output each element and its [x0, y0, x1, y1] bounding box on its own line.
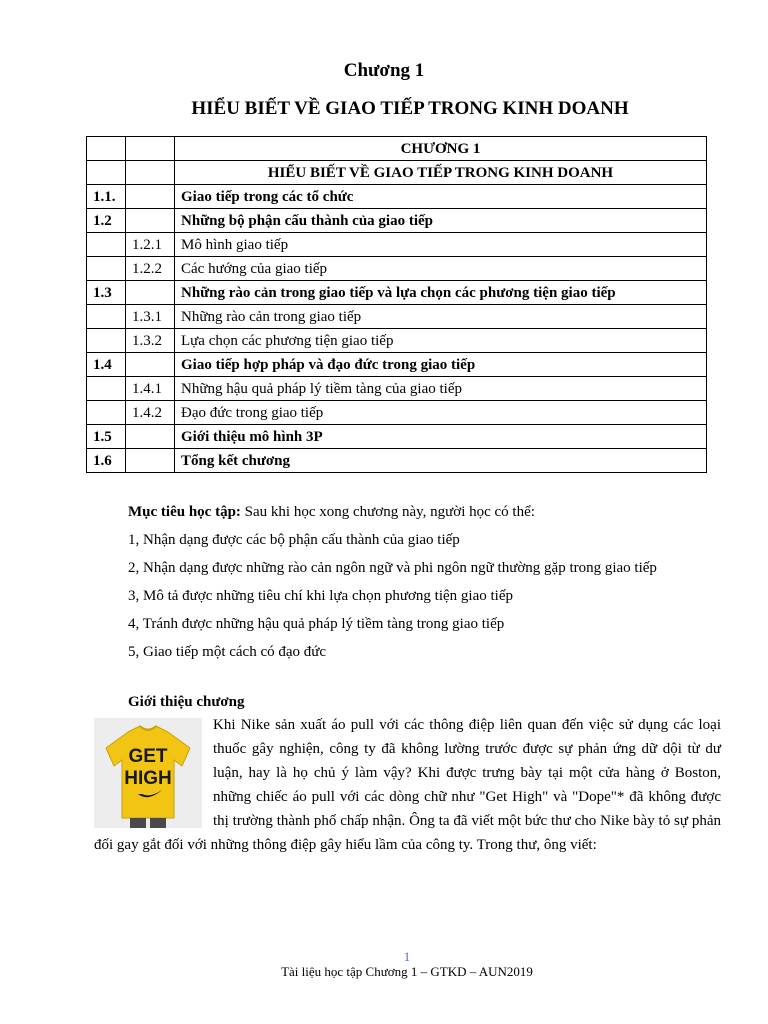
toc-entry-text: Giới thiệu mô hình 3P: [175, 425, 707, 449]
toc-section-number: [87, 233, 126, 257]
toc-section-number: [87, 329, 126, 353]
toc-section-number: 1.1.: [87, 185, 126, 209]
toc-subsection-number: [126, 353, 175, 377]
page-title: HIỂU BIẾT VỀ GIAO TIẾP TRONG KINH DOANH: [191, 98, 629, 119]
objectives-lead: [128, 503, 728, 522]
toc-row: [87, 305, 707, 329]
toc-section-number: [87, 377, 126, 401]
page-number: 1: [403, 949, 411, 964]
toc-row: [87, 329, 707, 353]
toc-row: [87, 281, 707, 305]
toc-row: [87, 185, 707, 209]
toc-row: [87, 425, 707, 449]
objective-item: 2, Nhận dạng được những rào cản ngôn ngữ và phi ngôn ngữ thường gặp trong giao tiếp: [128, 560, 657, 576]
toc-subsection-number: [126, 425, 175, 449]
objective-item: 4, Tránh được những hậu quả pháp lý tiềm tàng trong giao tiếp: [128, 616, 505, 632]
toc-entry-text: Các hướng của giao tiếp: [175, 257, 707, 281]
toc-entry-text: Những bộ phận cấu thành của giao tiếp: [175, 209, 707, 233]
learning-objectives: [128, 503, 728, 671]
intro-heading: Giới thiệu chương: [128, 694, 245, 710]
toc-section-number: 1.2: [87, 209, 126, 233]
toc-entry-text: Những rào cản trong giao tiếp và lựa chọn các phương tiện giao tiếp: [175, 281, 707, 305]
toc-entry-text: Giao tiếp trong các tổ chức: [175, 185, 707, 209]
objective-item: 3, Mô tả được những tiêu chí khi lựa chọn phương tiện giao tiếp: [128, 588, 513, 604]
toc-row: [87, 401, 707, 425]
chapter-heading: Chương 1: [343, 60, 425, 81]
toc-subsection-number: 1.2.2: [126, 257, 175, 281]
toc-subsection-number: [126, 449, 175, 473]
shirt-text-line2: HIGH: [124, 768, 172, 789]
shirt-text-line1: GET: [128, 746, 168, 767]
toc-section-number: [87, 305, 126, 329]
toc-subsection-number: 1.3.1: [126, 305, 175, 329]
toc-subsection-number: [126, 281, 175, 305]
toc-subsection-number: [126, 209, 175, 233]
objectives-lead-text: Sau khi học xong chương này, người học có thể:: [240, 504, 535, 520]
toc-title-row: [87, 161, 707, 185]
footer-text: Tài liệu học tập Chương 1 – GTKD – AUN2019: [281, 964, 533, 979]
toc-section-number: 1.4: [87, 353, 126, 377]
toc-row: [87, 209, 707, 233]
toc-row: [87, 353, 707, 377]
toc-section-number: [87, 257, 126, 281]
toc-entry-text: Lựa chọn các phương tiện giao tiếp: [175, 329, 707, 353]
toc-subsection-number: 1.4.1: [126, 377, 175, 401]
toc-row: [87, 233, 707, 257]
objectives-list: [128, 531, 728, 662]
objective-item: 1, Nhận dạng được các bộ phận cấu thành của giao tiếp: [128, 532, 460, 548]
toc-chapter-label: CHƯƠNG 1: [175, 137, 707, 161]
toc-entry-text: Những rào cản trong giao tiếp: [175, 305, 707, 329]
toc-subsection-number: [126, 185, 175, 209]
toc-section-number: [87, 401, 126, 425]
toc-chapter-title: HIỂU BIẾT VỀ GIAO TIẾP TRONG KINH DOANH: [175, 161, 707, 185]
toc-entry-text: Giao tiếp hợp pháp và đạo đức trong giao tiếp: [175, 353, 707, 377]
toc-section-number: 1.3: [87, 281, 126, 305]
toc-section-number: 1.5: [87, 425, 126, 449]
toc-header-row: [87, 137, 707, 161]
toc-entry-text: Mô hình giao tiếp: [175, 233, 707, 257]
toc-subsection-number: 1.4.2: [126, 401, 175, 425]
toc-entry-text: Những hậu quả pháp lý tiềm tàng của giao tiếp: [175, 377, 707, 401]
toc-section-number: 1.6: [87, 449, 126, 473]
toc-row: [87, 377, 707, 401]
objectives-lead-label: Mục tiêu học tập:: [128, 504, 241, 520]
toc-row: [87, 257, 707, 281]
toc-subsection-number: 1.3.2: [126, 329, 175, 353]
toc-entry-text: Tổng kết chương: [175, 449, 707, 473]
toc-entry-text: Đạo đức trong giao tiếp: [175, 401, 707, 425]
table-of-contents: [86, 136, 707, 473]
toc-subsection-number: 1.2.1: [126, 233, 175, 257]
toc-row: [87, 449, 707, 473]
objective-item: 5, Giao tiếp một cách có đạo đức: [128, 644, 327, 660]
intro-paragraph: [94, 713, 721, 857]
intro-paragraph-text: Khi Nike sản xuất áo pull với các thông điệp liên quan đến việc sử dụng các loại thuốc gây nghiện, công ty đã không lường trước được sự phản ứng dữ dội từ dư luận, hay là họ chủ ý làm vậy? Khi được trưng bày tại một cửa hàng ở Boston, những chiếc áo pull với các dòng chữ như "Get High" và "Dope"* đã không được thị trường thành phố chấp nhận. Ông ta đã viết một bức thư cho Nike bày tỏ sự phản đối gay gắt đối với những thông điệp gây hiểu lầm của công ty. Trong thư, ông viết:: [94, 717, 721, 853]
